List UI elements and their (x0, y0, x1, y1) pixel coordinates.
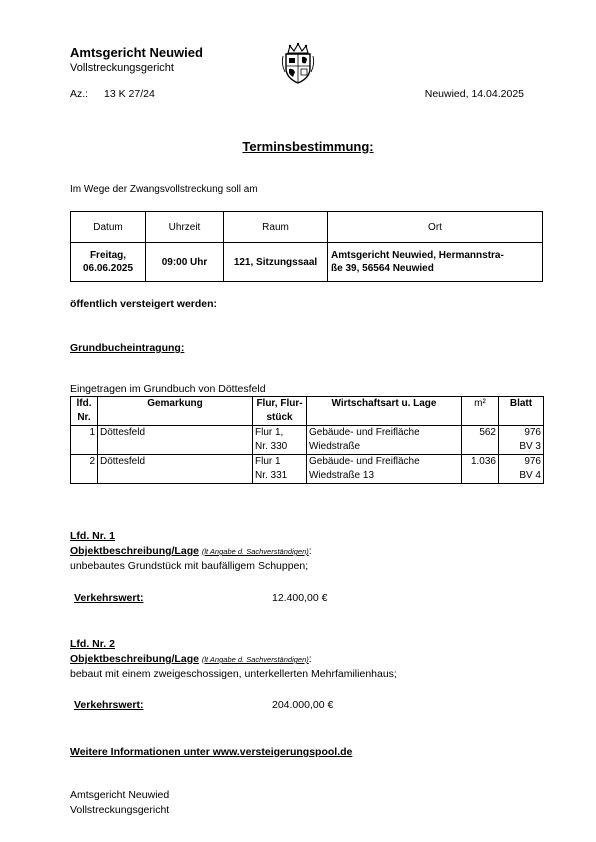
gb-flur (253, 455, 307, 484)
termin-uhrzeit: 09:00 Uhr (146, 243, 224, 282)
gb-header-flur-line1: Flur, Flur- (256, 398, 303, 409)
more-info-link[interactable]: Weitere Informationen unter www.versteigerungspool.de (70, 746, 353, 758)
object-2-description-heading (70, 653, 312, 665)
termin-header-row (71, 212, 543, 243)
gb-header-qm: m² (462, 397, 499, 426)
object-1-description-heading (70, 545, 312, 557)
gb-header-flur-line2: stück (266, 412, 293, 423)
gb-header-lfd-line1: lfd. (76, 398, 92, 409)
footer-court-subtitle: Vollstreckungsgericht (70, 804, 170, 816)
header-uhrzeit: Uhrzeit (146, 212, 224, 243)
gb-wirtschaftsart-line1: Gebäude- und Freifläche (309, 427, 420, 438)
gb-qm: 562 (462, 426, 499, 455)
az-label: Az.: (70, 88, 89, 100)
object-1-obj-label: Objektbeschreibung/Lage (70, 545, 199, 557)
gb-header-flur (253, 397, 307, 426)
object-2-obj-source: (lt Angabe d. Sachverständigen) (201, 655, 309, 664)
gb-gemarkung: Döttesfeld (98, 426, 253, 455)
gb-lfd: 1 (71, 426, 98, 455)
gb-blatt-line1: 976 (524, 427, 541, 438)
gb-blatt-line1: 976 (524, 456, 541, 467)
gb-header-wirtschaftsart: Wirtschaftsart u. Lage (307, 397, 462, 426)
court-name: Amtsgericht Neuwied (70, 45, 203, 60)
gb-flur-line1: Flur 1 (255, 456, 281, 467)
object-1-verkehrswert-label: Verkehrswert: (74, 592, 144, 604)
object-2-description: bebaut mit einem zweigeschossigen, unterkellerten Mehrfamilienhaus; (70, 668, 397, 680)
termin-ort-line1: Amtsgericht Neuwied, Hermannstra- (331, 250, 504, 261)
object-1-description: unbebautes Grundstück mit baufälligem Schuppen; (70, 560, 309, 572)
termin-table (70, 211, 543, 282)
gb-wirtschaftsart (307, 426, 462, 455)
termin-datum-weekday: Freitag, (89, 250, 127, 261)
gb-blatt-line2: BV 4 (519, 470, 541, 481)
object-2-verkehrswert-value: 204.000,00 € (272, 699, 334, 711)
object-2-obj-label: Objektbeschreibung/Lage (70, 653, 199, 665)
object-2-verkehrswert-label: Verkehrswert: (74, 699, 144, 711)
object-1-lfd: Lfd. Nr. 1 (70, 530, 115, 542)
header-raum: Raum (224, 212, 328, 243)
coat-of-arms-icon (280, 42, 316, 84)
termin-value-row (71, 243, 543, 282)
termin-ort-line2: ße 39, 56564 Neuwied (331, 263, 434, 274)
header-datum: Datum (71, 212, 146, 243)
table-row (71, 426, 544, 455)
grundbuch-header-row (71, 397, 544, 426)
grundbuch-caption: Eingetragen im Grundbuch von Döttesfeld (70, 383, 266, 395)
gb-header-blatt: Blatt (499, 397, 544, 426)
grundbuch-table (70, 396, 544, 484)
gb-wirtschaftsart (307, 455, 462, 484)
az-value: 13 K 27/24 (104, 88, 155, 100)
termin-datum-date: 06.06.2025 (82, 263, 134, 274)
gb-header-lfd (71, 397, 98, 426)
grundbuch-heading: Grundbucheintragung: (70, 342, 185, 354)
court-subtitle: Vollstreckungsgericht (70, 62, 174, 74)
gb-flur (253, 426, 307, 455)
gb-wirtschaftsart-line2: Wiedstraße (309, 441, 361, 452)
object-1-verkehrswert-value: 12.400,00 € (272, 592, 328, 604)
document-title: Terminsbestimmung: (242, 139, 374, 154)
object-2-lfd: Lfd. Nr. 2 (70, 638, 115, 650)
gb-qm: 1.036 (462, 455, 499, 484)
footer-court-name: Amtsgericht Neuwied (70, 789, 170, 801)
auction-text: öffentlich versteigert werden: (70, 298, 218, 310)
gb-wirtschaftsart-line1: Gebäude- und Freifläche (309, 456, 420, 467)
table-row (71, 455, 544, 484)
object-1-obj-source: (lt Angabe d. Sachverständigen) (201, 547, 309, 556)
gb-wirtschaftsart-line2: Wiedstraße 13 (309, 470, 375, 481)
place-date: Neuwied, 14.04.2025 (424, 88, 524, 100)
gb-blatt (499, 426, 544, 455)
header-ort: Ort (328, 212, 543, 243)
gb-lfd: 2 (71, 455, 98, 484)
gb-flur-line2: Nr. 331 (255, 470, 288, 481)
gb-blatt-line2: BV 3 (519, 441, 541, 452)
gb-gemarkung: Döttesfeld (98, 455, 253, 484)
termin-ort (328, 243, 543, 282)
gb-flur-line1: Flur 1, (255, 427, 284, 438)
gb-blatt (499, 455, 544, 484)
object-2-obj-colon: : (308, 653, 312, 665)
gb-flur-line2: Nr. 330 (255, 441, 288, 452)
object-1-obj-colon: : (308, 545, 312, 557)
gb-header-lfd-line2: Nr. (77, 412, 91, 423)
termin-raum: 121, Sitzungssaal (224, 243, 328, 282)
intro-text: Im Wege der Zwangsvollstreckung soll am (70, 184, 258, 195)
gb-header-gemarkung: Gemarkung (98, 397, 253, 426)
termin-datum (71, 243, 146, 282)
